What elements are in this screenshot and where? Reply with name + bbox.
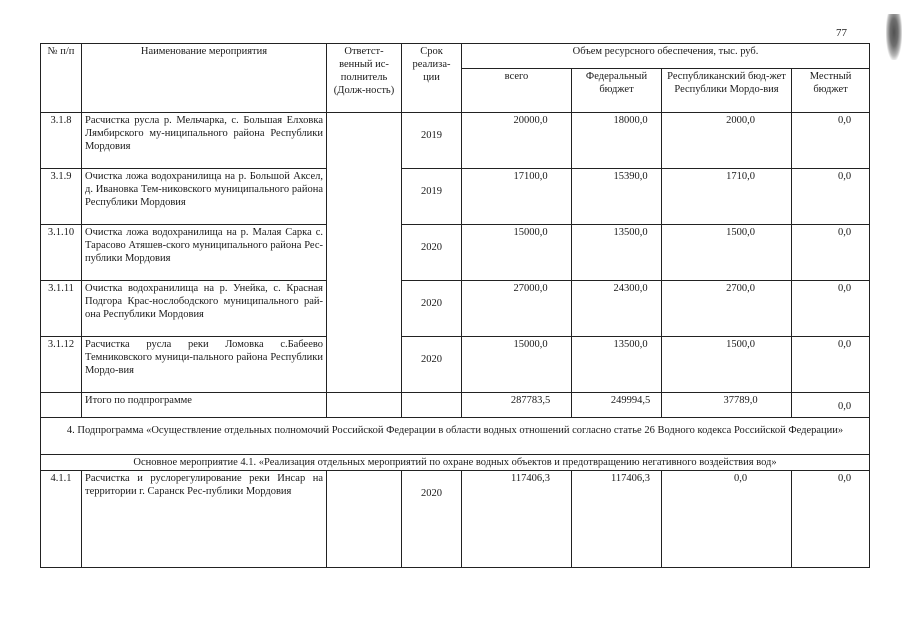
row-republic: 1710,0 [726, 171, 755, 182]
row-no: 3.1.11 [41, 281, 82, 337]
row-responsible [327, 113, 402, 393]
row-federal: 24300,0 [613, 283, 648, 294]
row-federal: 117406,3 [611, 473, 650, 484]
header-no: № п/п [41, 44, 82, 113]
header-federal: Федеральный бюджет [572, 68, 662, 112]
row-responsible [327, 471, 402, 568]
row-federal: 13500,0 [613, 227, 648, 238]
row-year: 2020 [421, 354, 442, 365]
row-no: 3.1.8 [41, 113, 82, 169]
row-name: Расчистка русла реки Ломовка с.Бабеево Темниковского муници-пального района Республики Мордо-вия [82, 337, 327, 393]
row-federal: 15390,0 [613, 171, 648, 182]
row-name: Очистка водохранилища на р. Унейка, с. Красная Подгора Крас-нослободского муниципального рай-она Республики Мордовия [82, 281, 327, 337]
row-year: 2020 [421, 488, 442, 499]
table-row [41, 471, 870, 568]
table-row [41, 225, 870, 281]
row-no: 3.1.9 [41, 169, 82, 225]
table-row [41, 113, 870, 169]
subtotal-republic: 37789,0 [723, 395, 758, 406]
subtotal-local: 0,0 [837, 401, 852, 412]
row-republic: 1500,0 [726, 339, 755, 350]
row-republic: 2700,0 [726, 283, 755, 294]
section-title: 4. Подпрограмма «Осуществление отдельных полномочий Российской Федерации в области водных отношений согласно статье 26 Водного кодекса Российской Федерации» [41, 418, 870, 455]
row-total: 17100,0 [513, 171, 548, 182]
table-row [41, 337, 870, 393]
subtotal-total: 287783,5 [510, 395, 551, 406]
row-local: 0,0 [837, 339, 852, 350]
row-total: 15000,0 [513, 339, 548, 350]
row-name: Расчистка и руслорегулирование реки Инсар на территории г. Саранск Рес-публики Мордовия [82, 471, 327, 568]
main-event-row [41, 455, 870, 471]
row-year: 2020 [421, 298, 442, 309]
header-responsible: Ответст-венный ис-полнитель (Долж-ность) [327, 44, 402, 113]
subtotal-federal: 249994,5 [610, 395, 651, 406]
row-federal: 13500,0 [613, 339, 648, 350]
row-no: 4.1.1 [41, 471, 82, 568]
row-no: 3.1.12 [41, 337, 82, 393]
row-total: 117406,3 [511, 473, 550, 484]
row-local: 0,0 [837, 227, 852, 238]
row-local: 0,0 [837, 171, 852, 182]
row-republic: 1500,0 [726, 227, 755, 238]
row-year: 2019 [421, 130, 442, 141]
header-name: Наименование мероприятия [82, 44, 327, 113]
row-federal: 18000,0 [613, 115, 648, 126]
row-name: Очистка ложа водохранилища на р. Малая Сарка с. Тарасово Атяшев-ского муниципального района Рес-публики Мордовия [82, 225, 327, 281]
row-total: 20000,0 [513, 115, 548, 126]
header-local: Местный бюджет [792, 68, 870, 112]
row-republic: 2000,0 [726, 115, 755, 126]
subtotal-row [41, 393, 870, 418]
row-local: 0,0 [837, 473, 852, 484]
row-no: 3.1.10 [41, 225, 82, 281]
header-republic: Республиканский бюд-жет Республики Мордо-вия [662, 68, 792, 112]
row-name: Очистка ложа водохранилища на р. Большой Аксел, д. Ивановка Тем-никовского муниципального района Республики Мордовия [82, 169, 327, 225]
row-local: 0,0 [837, 115, 852, 126]
row-total: 15000,0 [513, 227, 548, 238]
header-row [41, 44, 870, 69]
header-volume: Объем ресурсного обеспечения, тыс. руб. [462, 44, 870, 69]
page-number: 77 [836, 27, 847, 39]
row-local: 0,0 [837, 283, 852, 294]
table-row [41, 281, 870, 337]
section-row [41, 418, 870, 455]
table-row [41, 169, 870, 225]
budget-table [40, 43, 870, 568]
header-term: Срок реализа-ции [402, 44, 462, 113]
row-republic: 0,0 [733, 473, 748, 484]
subtotal-label: Итого по подпрограмме [82, 393, 327, 418]
row-name: Расчистка русла р. Мельчарка, с. Большая Елховка Лямбирского му-ниципального района Республики Мордовия [82, 113, 327, 169]
header-total: всего [462, 68, 572, 112]
row-year: 2020 [421, 242, 442, 253]
row-year: 2019 [421, 186, 442, 197]
staple-mark [886, 14, 902, 60]
main-event-title: Основное мероприятие 4.1. «Реализация отдельных мероприятий по охране водных объектов и предотвращению негативного воздействия вод» [41, 455, 870, 471]
row-total: 27000,0 [513, 283, 548, 294]
